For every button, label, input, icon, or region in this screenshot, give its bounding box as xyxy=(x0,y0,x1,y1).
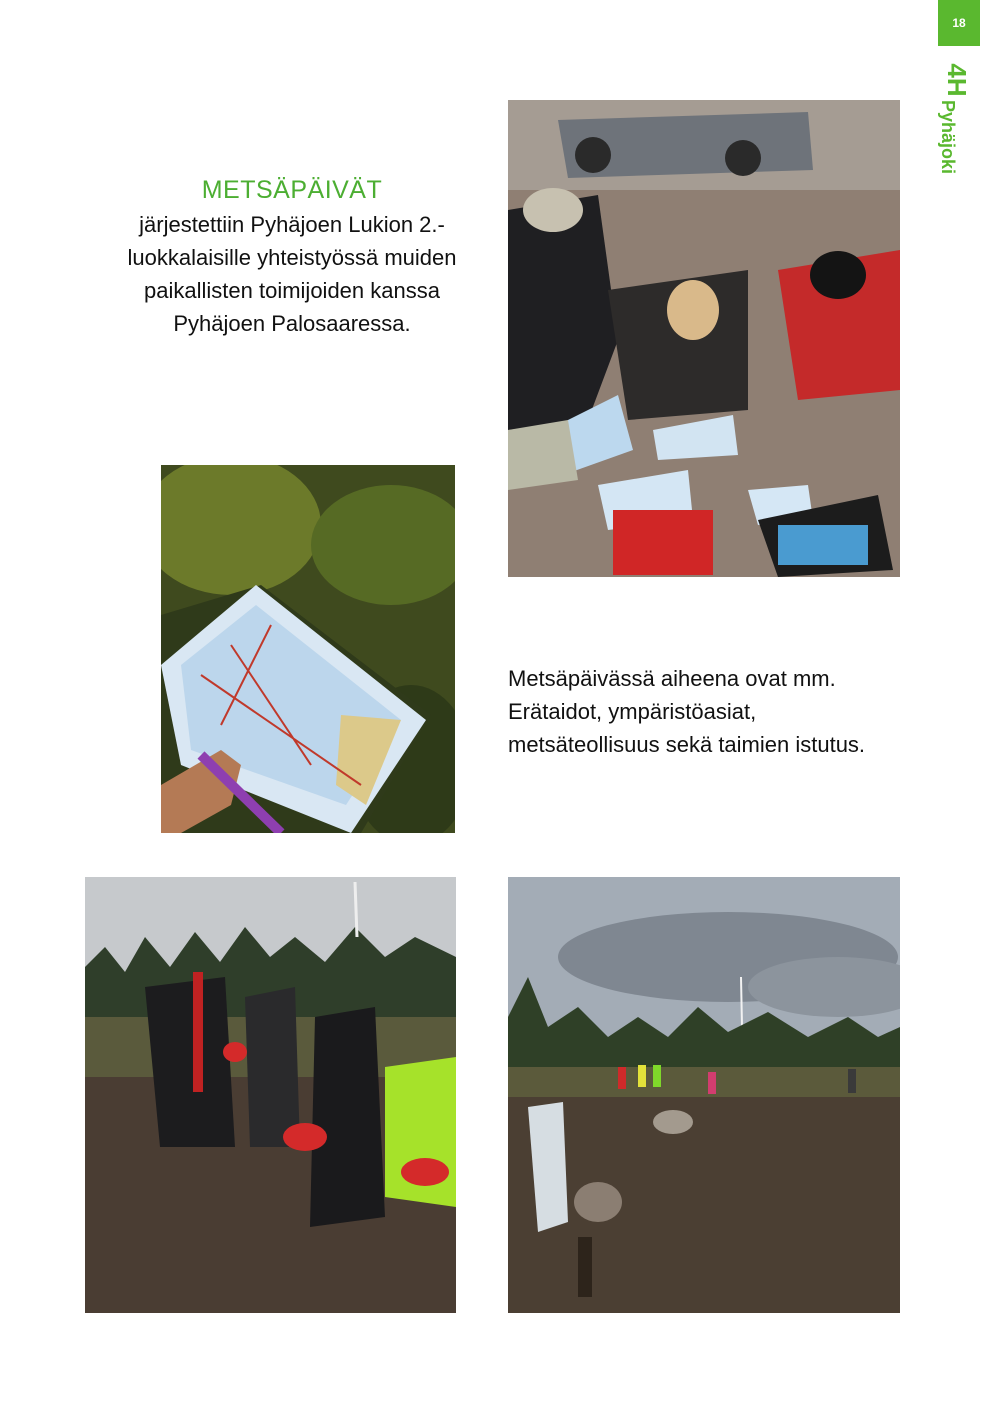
photo-planting-group xyxy=(85,877,456,1313)
intro-block xyxy=(112,172,472,340)
photo-hand-holding-map xyxy=(161,465,455,833)
section-title: METSÄPÄIVÄT xyxy=(201,176,383,204)
intro-text: järjestettiin Pyhäjoen Lukion 2.-luokkalaisille yhteistyössä muiden paikallisten toimijoiden kanssa Pyhäjoen Palosaaressa. xyxy=(127,212,457,336)
photo-map-exercise-group xyxy=(508,100,900,577)
photo-clearcut-landscape xyxy=(508,877,900,1313)
logo-mark: 4H xyxy=(942,63,972,97)
caption-text: Metsäpäivässä aiheena ovat mm. Erätaidot, ympäristöasiat, metsäteollisuus sekä taimien istutus. xyxy=(508,666,866,757)
page-number: 18 xyxy=(938,0,980,46)
logo-wordmark: Pyhäjoki xyxy=(938,100,958,175)
